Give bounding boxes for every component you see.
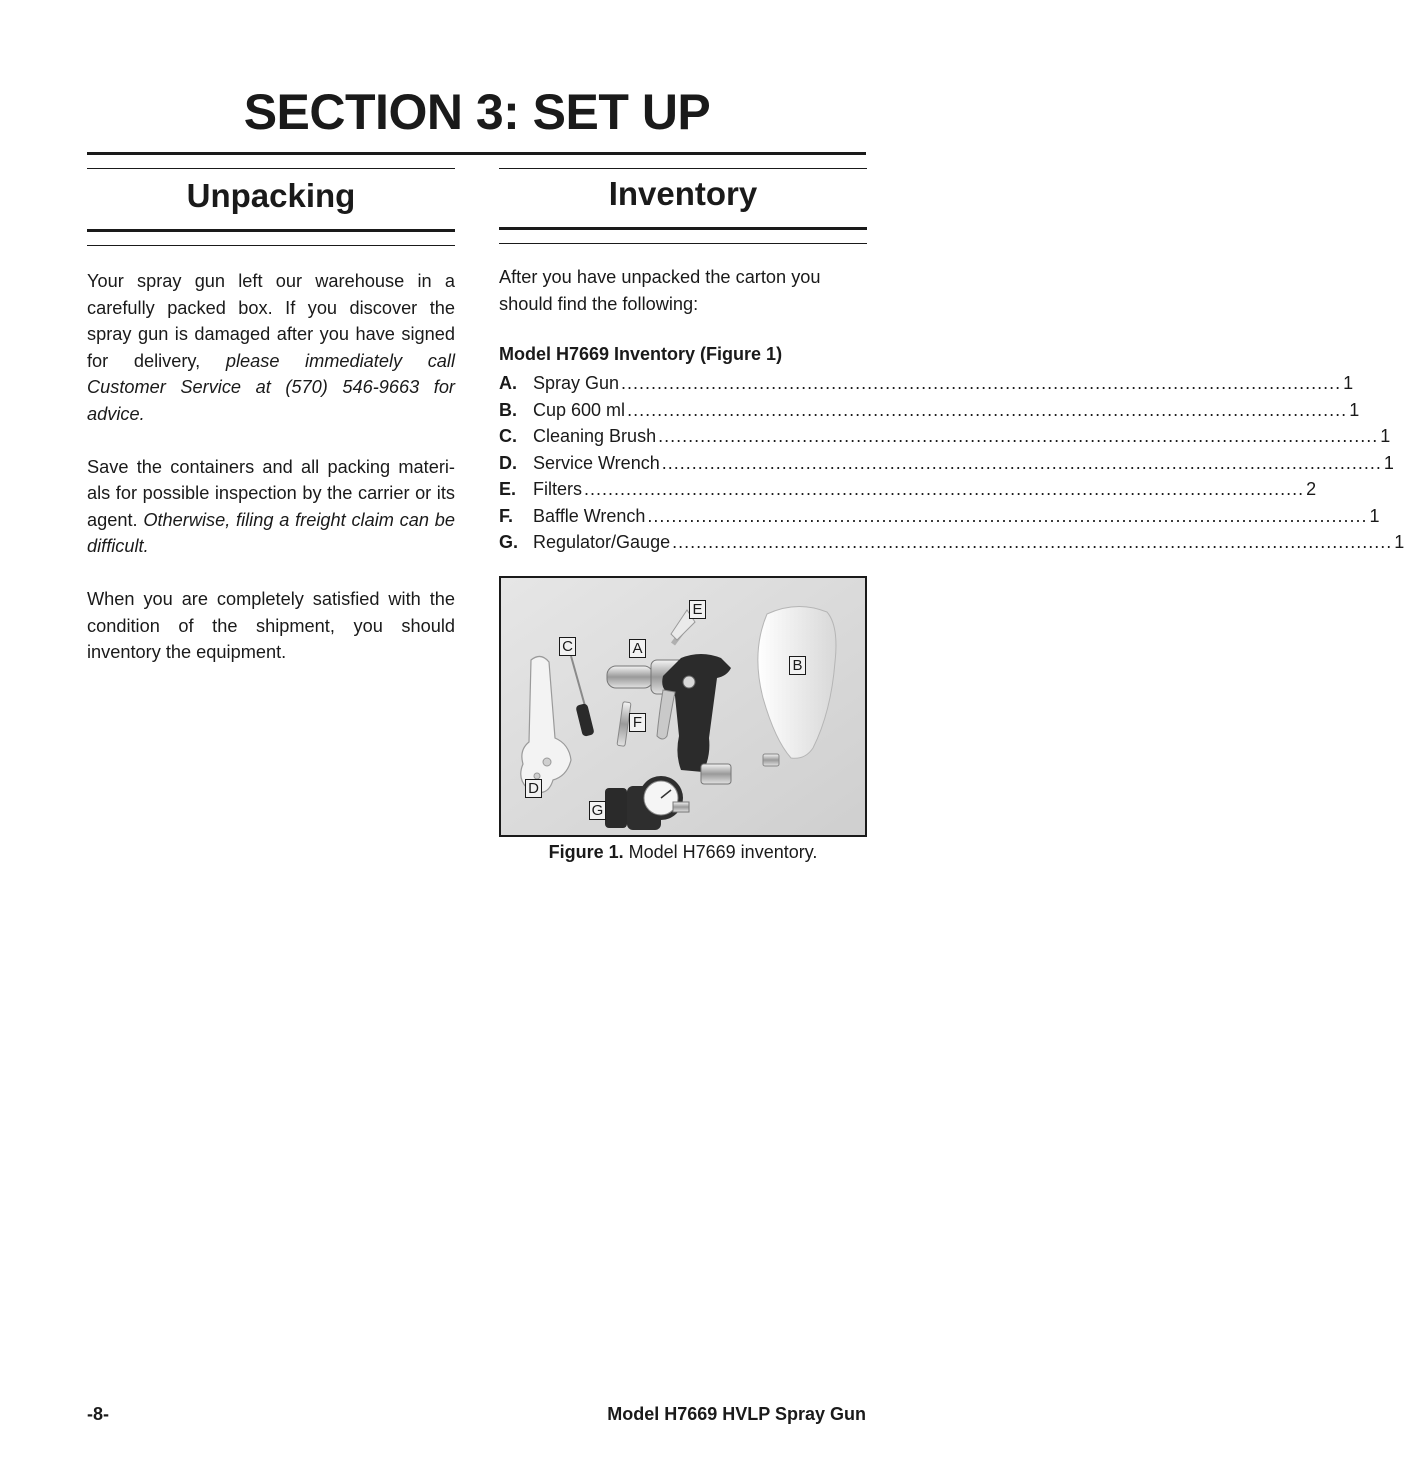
inventory-item: E. Filters ........................................................................................................................ 2 [499,479,1317,499]
callout-e: E [689,600,706,619]
unpacking-body [87,268,455,692]
callout-c: C [559,637,576,656]
callout-a: A [629,639,646,658]
unpacking-heading: Unpacking [186,177,356,214]
inventory-figure [499,576,867,837]
unpacking-para-2: Save the containers and all packing materi-als for possible inspection by the carrier or its agent. Otherwise, filing a freight claim can be difficult. [87,456,455,556]
inventory-list [499,370,1404,556]
inventory-rule-thin [499,243,867,244]
callout-g: G [589,801,606,820]
inventory-item: D. Service Wrench ........................................................................................................................ 1 [499,452,1394,473]
callout-b: B [789,656,806,675]
inventory-item: A. Spray Gun ........................................................................................................................ 1 [499,373,1354,393]
callout-f: F [629,713,646,732]
page-title: SECTION 3: SET UP [243,84,711,140]
unpacking-para-3: When you are completely satisfied with the condition of the shipment, you should inventory the equipment. [87,589,455,662]
inventory-item: B. Cup 600 ml ........................................................................................................................ 1 [499,399,1360,420]
inventory-top-rule [499,168,867,169]
footer-model: Model H7669 HVLP Spray Gun [607,1404,866,1424]
page-number: -8- [87,1404,109,1424]
inventory-item: F. Baffle Wrench ........................................................................................................................ 1 [499,505,1380,526]
figure-caption: Figure 1. Model H7669 inventory. [548,842,818,862]
unpacking-rule-thin [87,245,455,246]
inventory-list-title: Model H7669 Inventory (Figure 1) [499,344,783,364]
title-rule [87,152,866,155]
unpacking-rule-thick [87,229,455,232]
callout-d: D [525,779,542,798]
inventory-heading: Inventory [608,175,758,212]
unpacking-top-rule [87,168,455,169]
inventory-item: C. Cleaning Brush ........................................................................................................................ 1 [499,426,1391,446]
inventory-photo [501,578,865,835]
inventory-rule-thick [499,227,867,230]
inventory-intro: After you have unpacked the carton you should find the following: [499,267,821,314]
inventory-item: G. Regulator/Gauge ........................................................................................................................ 1 [499,532,1404,552]
unpacking-para-1: Your spray gun left our warehouse in a carefully packed box. If you discover the spray gun is damaged after you have signed for delivery, please immediately call Customer Service at (570) 546-9663 for advice. [87,271,455,424]
